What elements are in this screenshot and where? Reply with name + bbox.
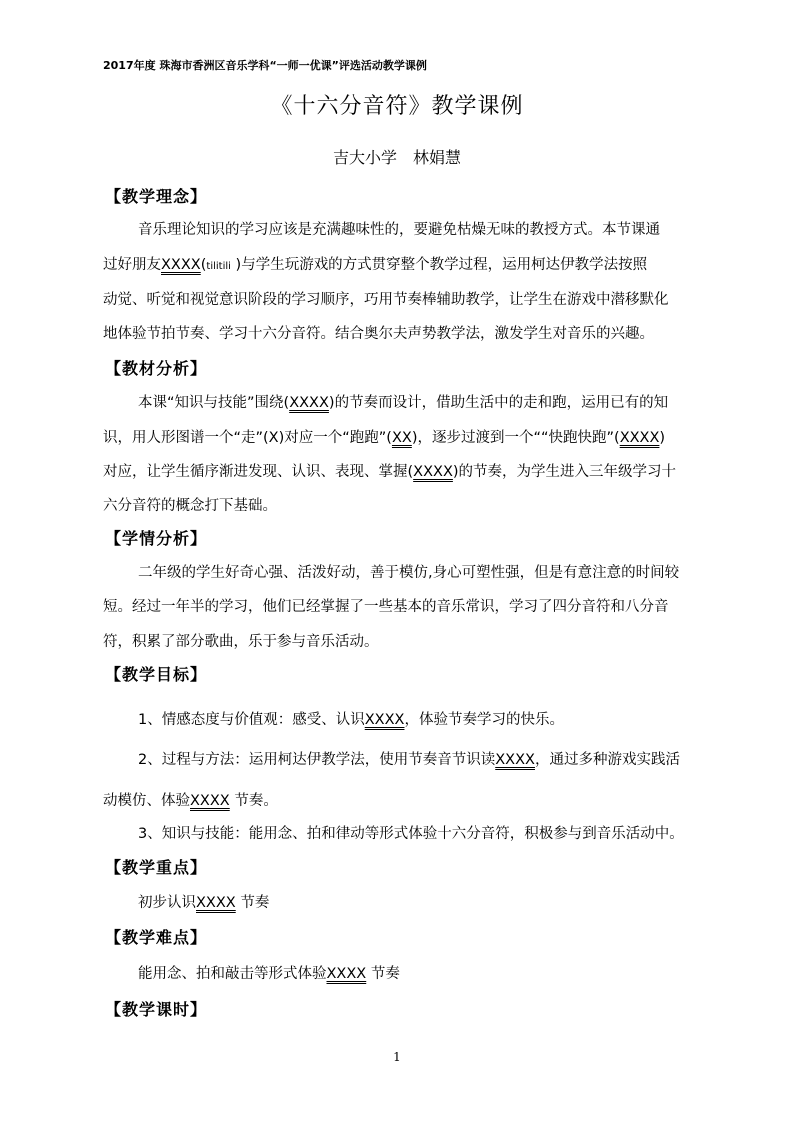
key-points-text	[138, 891, 269, 912]
rhythm-notation: XX	[391, 430, 412, 446]
text: 节奏	[235, 895, 270, 911]
text: (	[200, 257, 207, 273]
material-line-3	[103, 460, 676, 481]
heading-teaching-goals: 【教学目标】	[105, 665, 208, 684]
text: 能用念、拍和敲击等形式体验	[138, 966, 327, 982]
rhythm-notation: XXXX	[161, 257, 201, 273]
rhythm-syllables: tilitili	[206, 261, 231, 272]
author-line: 吉大小学 林娟慧	[332, 148, 461, 167]
heading-teaching-difficulties: 【教学难点】	[105, 928, 208, 947]
text: 对应，让学生循序渐进发现、认识、表现、掌握(	[103, 464, 414, 480]
text: )与学生玩游戏的方式贯穿整个教学过程，运用柯达伊教学法按照	[230, 257, 648, 273]
rhythm-notation: XXXX	[619, 430, 660, 446]
philosophy-line-4: 地体验节拍节奏、学习十六分音符。结合奥尔夫声势教学法，激发学生对音乐的兴趣。	[103, 326, 654, 342]
philosophy-line-2	[103, 253, 647, 274]
text: )，逐步过渡到一个““快跑快跑”(	[411, 430, 620, 446]
students-line-3: 符，积累了部分歌曲，乐于参与音乐活动。	[103, 634, 379, 650]
philosophy-line-3: 动觉、听觉和视觉意识阶段的学习顺序，巧用节奏棒辅助教学，让学生在游戏中潜移默化	[103, 292, 669, 308]
text: 1、情感态度与价值观：感受、认识	[138, 712, 365, 728]
rhythm-notation: XXXX	[196, 895, 236, 911]
text: 动模仿、体验	[103, 793, 190, 809]
rhythm-notation: XXXX	[326, 966, 367, 982]
text: )	[659, 430, 666, 446]
heading-teaching-key-points: 【教学重点】	[105, 858, 208, 877]
philosophy-line-1: 音乐理论知识的学习应该是充满趣味性的，要避免枯燥无味的教授方式。本节课通	[138, 222, 660, 238]
goal-2-continued	[103, 789, 278, 810]
text: )的节奏而设计，借助生活中的走和跑，运用已有的知	[328, 395, 669, 411]
text: 2、过程与方法：运用柯达伊教学法，使用节奏音节识读	[138, 752, 496, 768]
material-line-1	[138, 391, 668, 412]
heading-material-analysis: 【教材分析】	[105, 359, 208, 378]
goal-1	[138, 708, 564, 729]
text: 节奏	[366, 966, 400, 982]
rhythm-notation: XXXX	[289, 395, 329, 411]
rhythm-notation: XXXX	[413, 464, 453, 480]
text: ，体验节奏学习的快乐。	[404, 712, 564, 728]
rhythm-notation: XXXX	[190, 793, 230, 809]
text: )的节奏，为学生进入三年级学习十	[452, 464, 677, 480]
difficulties-text	[138, 962, 400, 983]
heading-student-analysis: 【学情分析】	[105, 529, 208, 548]
text: 过好朋友	[103, 257, 161, 273]
material-line-2	[103, 426, 665, 447]
text: 节奏。	[229, 793, 278, 809]
heading-teaching-hours: 【教学课时】	[105, 1000, 208, 1019]
students-line-2: 短。经过一年半的学习，他们已经掌握了一些基本的音乐常识，学习了四分音符和八分音	[103, 599, 669, 615]
goal-3: 3、知识与技能：能用念、拍和律动等形式体验十六分音符，积极参与到音乐活动中。	[138, 826, 684, 842]
students-line-1: 二年级的学生好奇心强、活泼好动，善于模仿,身心可塑性强，但是有意注意的时间较	[138, 565, 680, 581]
heading-teaching-philosophy: 【教学理念】	[105, 187, 208, 206]
text: ，通过多种游戏实践活	[534, 752, 680, 768]
document-header: 2017年度 珠海市香洲区音乐学科“一师一优课”评选活动教学课例	[103, 59, 427, 72]
rhythm-notation: XXXX	[364, 712, 405, 728]
text: 识，用人形图谱一个“走”(X)对应一个“跑跑”(	[103, 430, 392, 446]
goal-2	[138, 748, 680, 769]
rhythm-notation: XXXX	[495, 752, 535, 768]
text: 初步认识	[138, 895, 196, 911]
material-line-4: 六分音符的概念打下基础。	[103, 498, 277, 514]
page-number: 1	[393, 1050, 401, 1064]
text: 本课“知识与技能”围绕(	[138, 395, 290, 411]
document-title: 《十六分音符》教学课例	[270, 94, 524, 119]
